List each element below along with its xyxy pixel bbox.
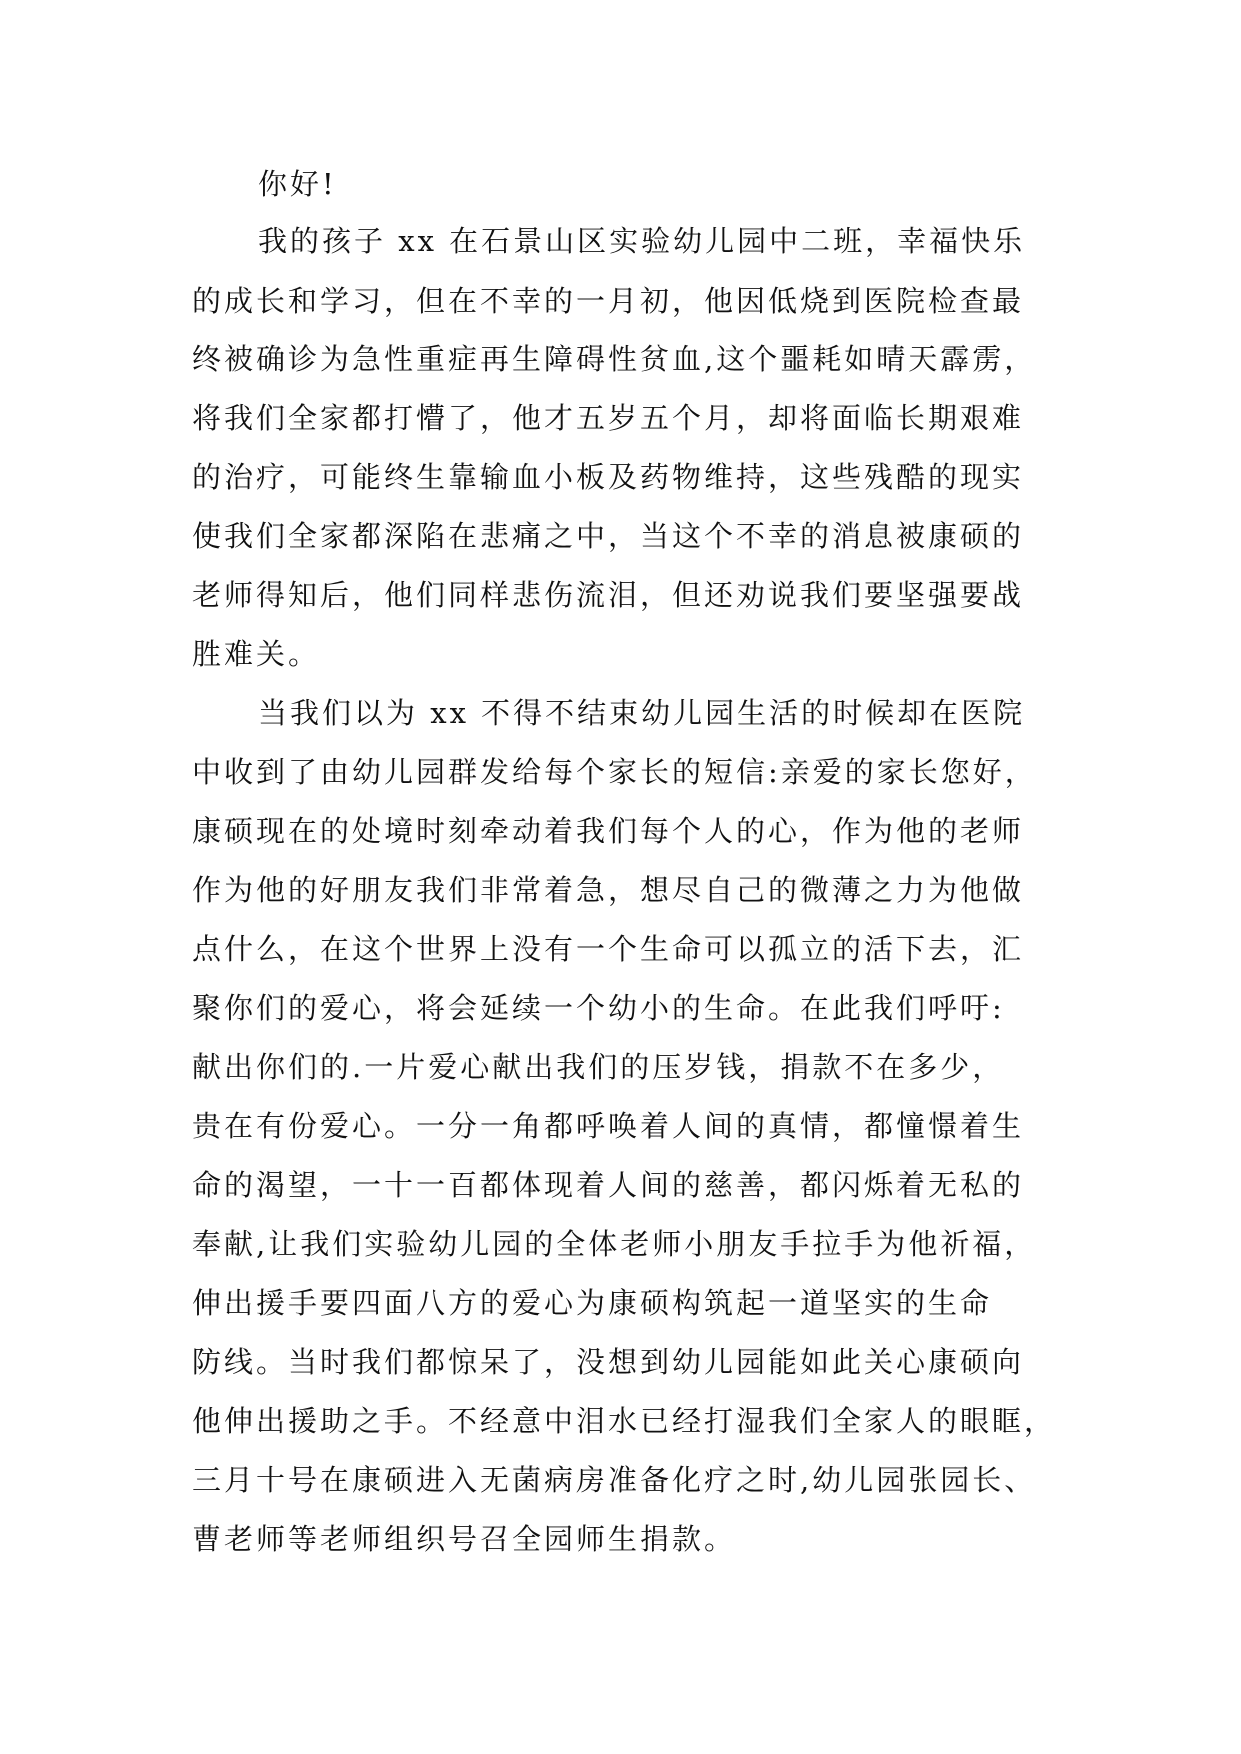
paragraph-1-line-1: 我的孩子 xx 在石景山区实验幼儿园中二班，幸福快乐: [258, 224, 1026, 258]
paragraph-2-line-12: 防线。当时我们都惊呆了，没想到幼儿园能如此关心康硕向: [192, 1345, 1025, 1379]
paragraph-1-line-4: 将我们全家都打懵了，他才五岁五个月，却将面临长期艰难: [192, 401, 1025, 435]
greeting-line: 你好!: [258, 167, 337, 201]
paragraph-2-line-5: 点什么，在这个世界上没有一个生命可以孤立的活下去，汇: [192, 932, 1025, 966]
paragraph-2-line-14: 三月十号在康硕进入无菌病房准备化疗之时,幼儿园张园长、: [192, 1463, 1037, 1497]
paragraph-2-line-7: 献出你们的.一片爱心献出我们的压岁钱，捐款不在多少，: [192, 1050, 1005, 1084]
paragraph-2-line-15: 曹老师等老师组织号召全园师生捐款。: [192, 1522, 737, 1556]
paragraph-2-line-10: 奉献,让我们实验幼儿园的全体老师小朋友手拉手为他祈福，: [192, 1227, 1037, 1261]
paragraph-2-line-11: 伸出援手要四面八方的爱心为康硕构筑起一道坚实的生命: [192, 1286, 993, 1320]
paragraph-2-line-2: 中收到了由幼儿园群发给每个家长的短信:亲爱的家长您好，: [192, 755, 1037, 789]
paragraph-2-line-4: 作为他的好朋友我们非常着急，想尽自己的微薄之力为他做: [192, 873, 1025, 907]
paragraph-2-line-3: 康硕现在的处境时刻牵动着我们每个人的心，作为他的老师: [192, 814, 1025, 848]
paragraph-1-line-3: 终被确诊为急性重症再生障碍性贫血,这个噩耗如晴天霹雳，: [192, 342, 1037, 376]
paragraph-2-line-13: 他伸出援助之手。不经意中泪水已经打湿我们全家人的眼眶，: [192, 1404, 1057, 1438]
paragraph-2-line-1: 当我们以为 xx 不得不结束幼儿园生活的时候却在医院: [258, 696, 1026, 730]
paragraph-1-line-6: 使我们全家都深陷在悲痛之中，当这个不幸的消息被康硕的: [192, 519, 1025, 553]
paragraph-1-line-2: 的成长和学习，但在不幸的一月初，他因低烧到医院检查最: [192, 284, 1025, 318]
paragraph-2-line-8: 贵在有份爱心。一分一角都呼唤着人间的真情，都憧憬着生: [192, 1109, 1025, 1143]
paragraph-2-line-9: 命的渴望，一十一百都体现着人间的慈善，都闪烁着无私的: [192, 1168, 1025, 1202]
paragraph-1-line-5: 的治疗，可能终生靠输血小板及药物维持，这些残酷的现实: [192, 460, 1025, 494]
paragraph-2-line-6: 聚你们的爱心，将会延续一个幼小的生命。在此我们呼吁:: [192, 991, 1005, 1025]
paragraph-1-line-7: 老师得知后，他们同样悲伤流泪，但还劝说我们要坚强要战: [192, 578, 1025, 612]
paragraph-1-line-8: 胜难关。: [192, 637, 321, 671]
